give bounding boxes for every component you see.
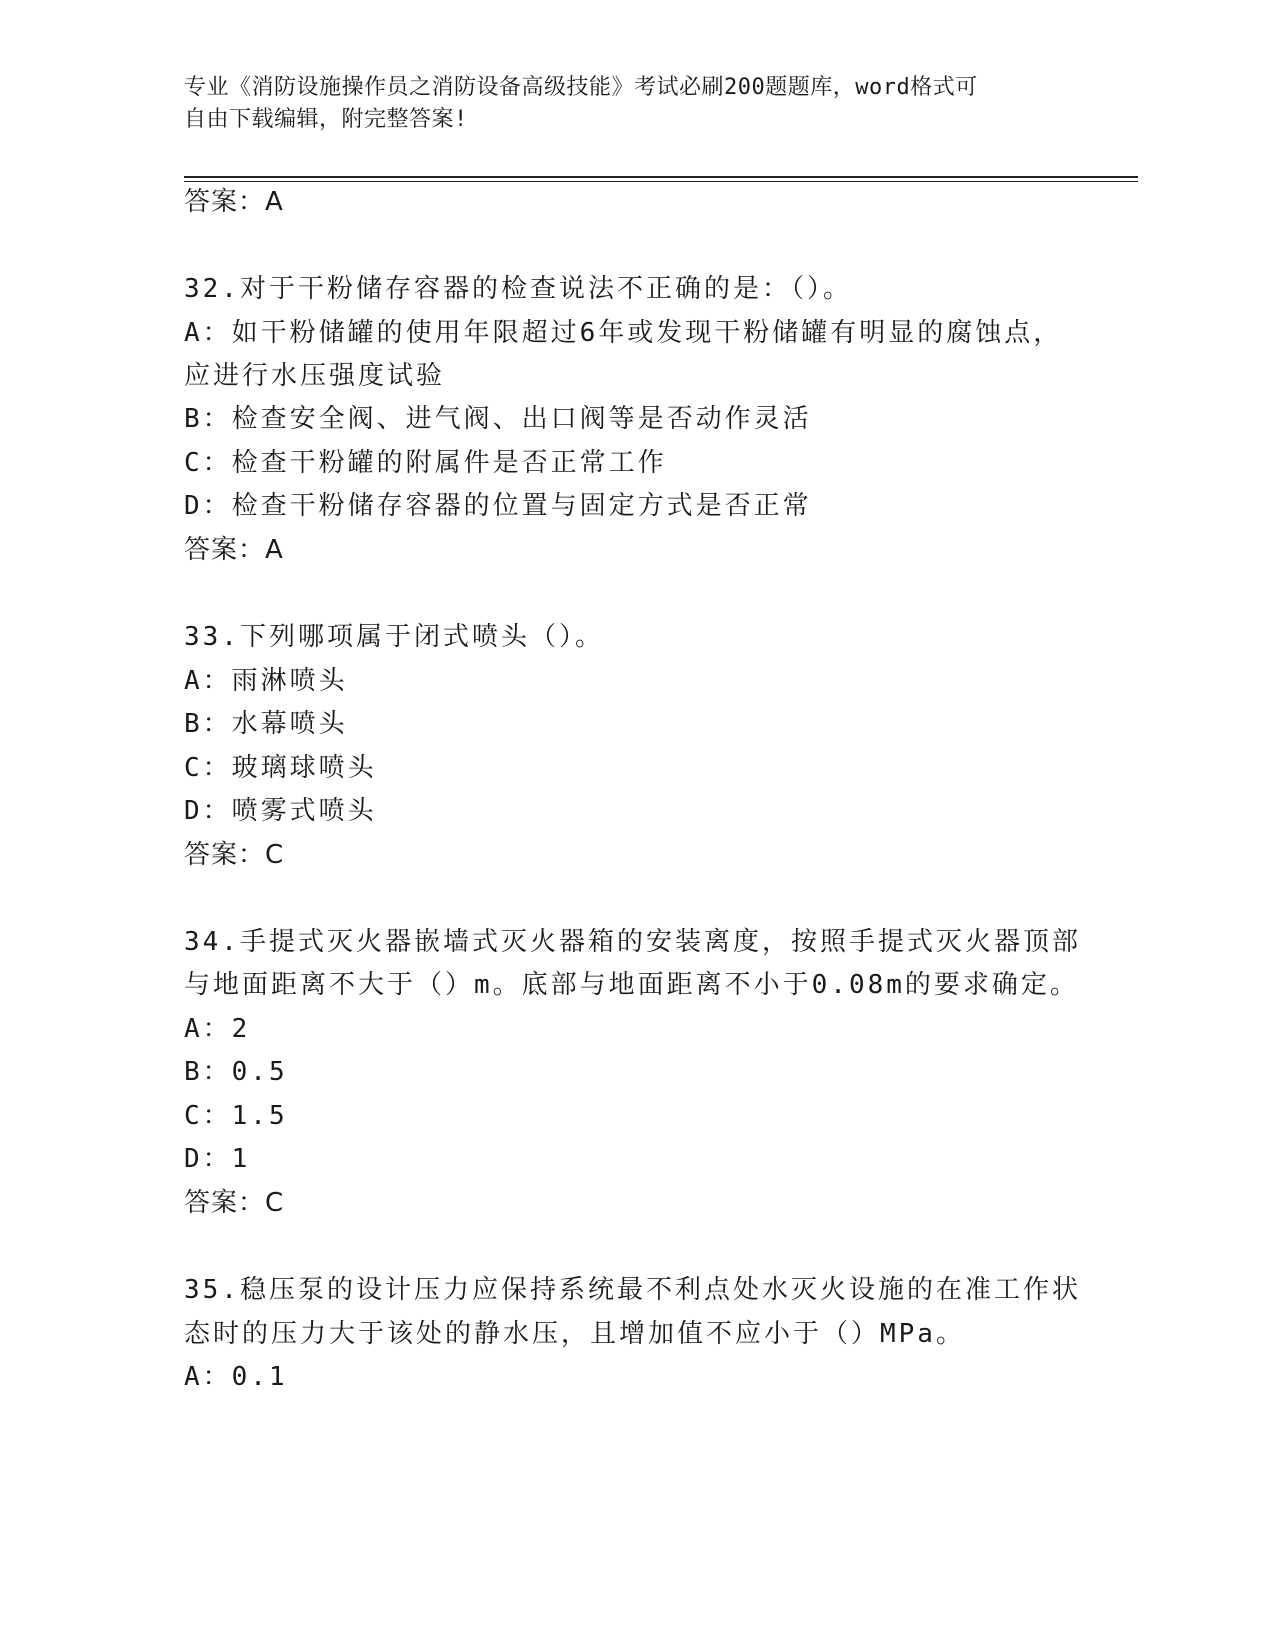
question-text-continued: 与地面距离不大于（）m。底部与地面距离不小于0.08m的要求确定。: [184, 970, 1079, 1000]
question-text-continued: 态时的压力大于该处的静水压，且增加值不应小于（）MPa。: [184, 1319, 965, 1349]
option-d: D：检查干粉储存容器的位置与固定方式是否正常: [184, 491, 812, 521]
answer-line: 答案：C: [184, 840, 285, 870]
answer-line: 答案：A: [184, 535, 284, 565]
answer-line: 答案：C: [184, 1188, 285, 1218]
question-text: 34.手提式灭火器嵌墙式灭火器箱的安装离度，按照手提式灭火器顶部: [184, 927, 1081, 957]
option-d: D：喷雾式喷头: [184, 796, 377, 826]
option-b: B：检查安全阀、进气阀、出口阀等是否动作灵活: [184, 404, 812, 434]
option-b: B：水幕喷头: [184, 709, 348, 739]
option-a-continued: 应进行水压强度试验: [184, 361, 446, 391]
header-line-1: 专业《消防设施操作员之消防设备高级技能》考试必刷200题题库，word格式可: [184, 75, 978, 100]
option-b: B：0.5: [184, 1057, 288, 1087]
option-a: A：雨淋喷头: [184, 666, 348, 696]
option-c: C：1.5: [184, 1101, 288, 1131]
option-c: C：检查干粉罐的附属件是否正常工作: [184, 448, 667, 478]
option-a: A：如干粉储罐的使用年限超过6年或发现干粉储罐有明显的腐蚀点，: [184, 318, 1063, 348]
document-header: [184, 72, 1064, 136]
option-d: D：1: [184, 1144, 251, 1174]
answer-line: 答案：A: [184, 187, 284, 217]
header-line-2: 自由下载编辑，附完整答案!: [184, 107, 468, 132]
question-text: 33.下列哪项属于闭式喷头（）。: [184, 622, 604, 652]
option-c: C：玻璃球喷头: [184, 753, 377, 783]
option-a: A：0.1: [184, 1362, 288, 1392]
option-a: A：2: [184, 1014, 251, 1044]
header-divider-thin: [184, 181, 1138, 182]
question-text: 35.稳压泵的设计压力应保持系统最不利点处水灭火设施的在准工作状: [184, 1275, 1081, 1305]
header-divider-thick: [184, 176, 1138, 178]
question-text: 32.对于干粉储存容器的检查说法不正确的是：（）。: [184, 274, 852, 304]
